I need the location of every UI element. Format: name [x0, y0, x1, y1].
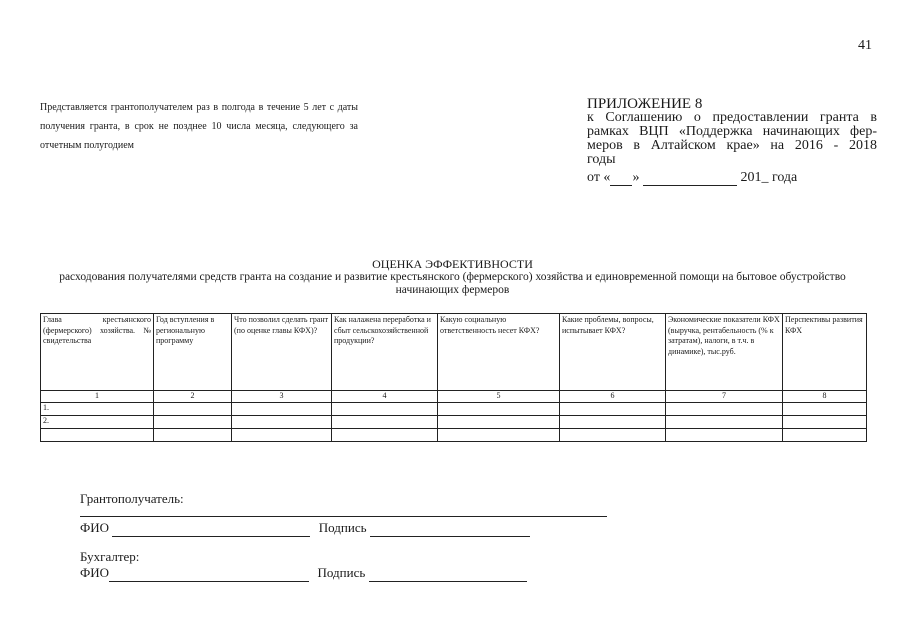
table-header-cell: Перспективы развития КФХ — [783, 314, 867, 391]
date-mid: » — [632, 170, 640, 185]
table-header-cell: Какую социальную ответственность несет КФХ? — [438, 314, 560, 391]
signature-label: Подпись — [318, 520, 367, 535]
table-cell[interactable] — [783, 402, 867, 415]
appendix-line-4: годы — [587, 152, 616, 167]
table-cell[interactable] — [560, 415, 666, 428]
table-header-row — [41, 314, 867, 391]
signature-label: Подпись — [317, 565, 366, 580]
table-cell[interactable] — [560, 428, 666, 441]
report-subheading: расходования получателями средств гранта на создание и развитие крестьянского (фермерского) хозяйства и единовременной помощи на бытовое обустройство начинающих фермеров — [59, 271, 846, 296]
row-label: 1. — [41, 402, 154, 415]
table-cell[interactable] — [666, 402, 783, 415]
accountant-signature-row — [80, 565, 527, 582]
table-cell[interactable] — [783, 428, 867, 441]
fio-label: ФИО — [80, 520, 110, 535]
report-heading: ОЦЕНКА ЭФФЕКТИВНОСТИ — [372, 257, 533, 271]
recipient-name-line[interactable] — [80, 516, 607, 517]
column-number: 4 — [332, 391, 438, 403]
appendix-line-3: меров в Алтайском крае» на 2016 - 2018 — [587, 138, 877, 153]
table-row — [41, 415, 867, 428]
table-cell[interactable] — [154, 415, 232, 428]
table-row — [41, 428, 867, 441]
column-number: 6 — [560, 391, 666, 403]
fio-label: ФИО — [80, 565, 110, 580]
recipient-signature-row — [80, 520, 530, 537]
row-label: 2. — [41, 415, 154, 428]
table-cell[interactable] — [332, 428, 438, 441]
table-cell[interactable] — [666, 415, 783, 428]
column-number: 2 — [154, 391, 232, 403]
recipient-signature-field[interactable] — [370, 520, 530, 537]
table-cell[interactable] — [232, 415, 332, 428]
table-header-cell: Как налажена переработка и сбыт сельскохозяйственной продукции? — [332, 314, 438, 391]
appendix-title: ПРИЛОЖЕНИЕ 8 — [587, 96, 703, 112]
page-number: 41 — [858, 38, 872, 53]
column-number: 5 — [438, 391, 560, 403]
table-cell[interactable] — [783, 415, 867, 428]
table-header-cell: Какие проблемы, вопросы, испытывает КФХ? — [560, 314, 666, 391]
table-cell[interactable] — [232, 428, 332, 441]
table-cell[interactable] — [232, 402, 332, 415]
table-cell[interactable] — [154, 428, 232, 441]
appendix-line-2: рамках ВЦП «Поддержка начинающих фер- — [587, 124, 877, 139]
table-cell[interactable] — [438, 415, 560, 428]
table-row — [41, 402, 867, 415]
column-number: 8 — [783, 391, 867, 403]
table-header-cell: Глава крестьянского (фермерского) хозяйства. № свидетельства — [41, 314, 154, 391]
column-number: 3 — [232, 391, 332, 403]
table-number-row — [41, 391, 867, 403]
accountant-fio-field[interactable] — [109, 565, 309, 582]
date-prefix: от « — [587, 170, 611, 185]
table-header-cell: Что позволил сделать грант (по оценке главы КФХ)? — [232, 314, 332, 391]
column-number: 7 — [666, 391, 783, 403]
date-day-blank[interactable] — [610, 171, 632, 186]
table-cell[interactable] — [438, 402, 560, 415]
table-cell[interactable] — [560, 402, 666, 415]
appendix-date — [587, 171, 877, 186]
date-month-blank[interactable] — [643, 171, 737, 186]
table-cell[interactable] — [666, 428, 783, 441]
submission-note: Представляется грантополучателем раз в полгода в течение 5 лет с даты получения гранта, в срок не позднее 10 числа месяца, следующего за отчетным полугодием — [40, 102, 358, 151]
report-title — [40, 258, 865, 297]
accountant-label: Бухгалтер: — [80, 549, 140, 564]
column-number: 1 — [41, 391, 154, 403]
table-cell[interactable] — [438, 428, 560, 441]
table-header-cell: Год вступления в региональную программу — [154, 314, 232, 391]
row-label — [41, 428, 154, 441]
appendix-line-1: к Соглашению о предоставлении гранта в — [587, 110, 877, 125]
table-cell[interactable] — [332, 415, 438, 428]
table-cell[interactable] — [332, 402, 438, 415]
recipient-fio-field[interactable] — [112, 520, 310, 537]
table-cell[interactable] — [154, 402, 232, 415]
accountant-signature-field[interactable] — [369, 565, 527, 582]
recipient-label: Грантополучатель: — [80, 491, 184, 506]
efficiency-table — [40, 313, 867, 442]
appendix-block — [587, 97, 877, 186]
table-header-cell: Экономические показатели КФХ (выручка, рентабельность (% к затратам), налоги, в т.ч. в динамике), тыс.руб. — [666, 314, 783, 391]
date-suffix: 201_ года — [740, 170, 798, 185]
